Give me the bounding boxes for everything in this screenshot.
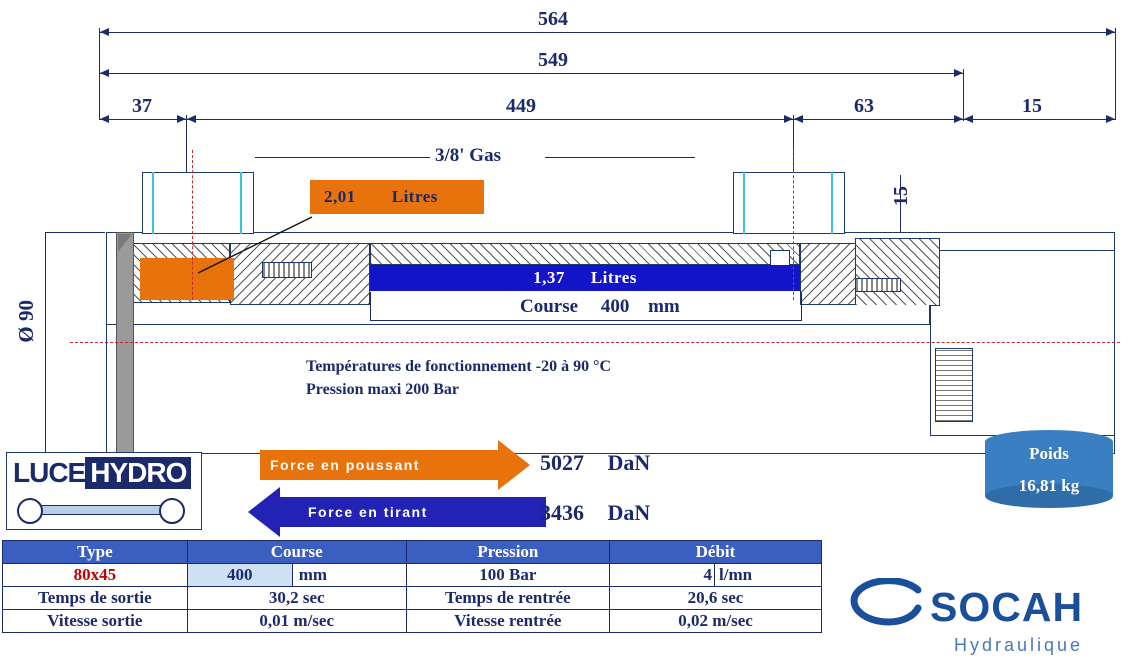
port-right-inner-a xyxy=(743,172,745,234)
cell-course-value: 400 xyxy=(187,564,292,587)
dim-arrow-564-right xyxy=(1106,28,1115,36)
luce-cylinder-eye-right xyxy=(159,498,185,524)
socah-logo xyxy=(848,578,1083,656)
centerline-port-right xyxy=(793,150,794,300)
dim-label-63: 63 xyxy=(848,95,880,118)
cell-temps-rentree-label: Temps de rentrée xyxy=(406,587,609,610)
socah-subtitle: Hydraulique xyxy=(954,635,1084,655)
socah-swoosh-icon xyxy=(848,578,924,635)
centerline-port-left xyxy=(192,150,193,300)
luce-text: LUCE xyxy=(13,457,86,488)
table-row xyxy=(3,610,822,633)
port-right-inner-b xyxy=(831,172,833,234)
gas-thread-leader-left xyxy=(255,157,430,158)
table-row xyxy=(3,587,822,610)
dim-arrow-63-r xyxy=(954,115,963,123)
cell-temps-sortie-label: Temps de sortie xyxy=(3,587,188,610)
seal-detail-2 xyxy=(855,278,901,292)
dim-tick-549-right xyxy=(963,69,964,121)
volume-pull-value: 1,37 xyxy=(533,268,565,287)
dim-label-15-right: 15 xyxy=(1016,95,1048,118)
cell-type-value: 80x45 xyxy=(3,564,188,587)
course-callout xyxy=(520,296,680,318)
dim-arrow-449-r xyxy=(784,115,793,123)
dim-ext-diameter-top xyxy=(45,232,105,233)
dim-label-diameter: Ø 90 xyxy=(14,300,38,343)
luce-hydro-wordmark xyxy=(7,453,201,493)
port-left-inner-a xyxy=(152,172,154,234)
dim-arrow-37-r xyxy=(177,115,186,123)
dim-arrow-449-l xyxy=(187,115,196,123)
force-push-arrowhead xyxy=(498,440,530,490)
cell-vitesse-sortie-label: Vitesse sortie xyxy=(3,610,188,633)
spec-table xyxy=(2,540,822,633)
volume-push-box xyxy=(310,180,484,214)
luce-hydro-logo xyxy=(6,452,202,530)
header-debit: Débit xyxy=(610,541,822,564)
cylinder-tube-wall-top xyxy=(370,243,800,265)
weight-title: Poids xyxy=(1029,444,1069,463)
volume-push-leader xyxy=(196,215,314,275)
force-pull-value-number: 3436 xyxy=(540,500,584,525)
dim-arrow-15-r xyxy=(1106,115,1115,123)
cell-debit-unit: l/mn xyxy=(715,564,822,587)
course-callout-unit: mm xyxy=(648,296,680,317)
weight-value: 16,81 kg xyxy=(1018,476,1080,495)
dim-label-549: 549 xyxy=(530,49,576,72)
dim-line-564 xyxy=(99,32,1116,33)
cell-vitesse-rentree-label: Vitesse rentrée xyxy=(406,610,609,633)
dim-tick-564-right xyxy=(1115,28,1116,120)
dim-label-37: 37 xyxy=(128,95,156,118)
luce-cylinder-bar xyxy=(41,505,163,515)
gas-thread-leader-right xyxy=(545,157,695,158)
cell-vitesse-rentree-value: 0,02 m/sec xyxy=(610,610,822,633)
cell-vitesse-sortie-value: 0,01 m/sec xyxy=(187,610,406,633)
course-callout-value: 400 xyxy=(600,296,630,317)
volume-push-unit: Litres xyxy=(391,187,438,206)
header-type: Type xyxy=(3,541,188,564)
force-pull-value xyxy=(540,500,650,526)
luce-cylinder-icon xyxy=(7,493,201,525)
volume-push-value: 2,01 xyxy=(324,187,356,206)
hydro-text: HYDRO xyxy=(85,457,191,489)
rod-endcap xyxy=(116,232,134,456)
temperature-note: Températures de fonctionnement -20 à 90 °C xyxy=(306,358,612,375)
force-push-value-number: 5027 xyxy=(540,450,584,475)
force-push-arrow xyxy=(260,450,508,480)
gas-thread-label: 3/8' Gas xyxy=(435,145,501,166)
dim-arrow-63-l xyxy=(794,115,803,123)
dim-line-diameter xyxy=(45,232,46,454)
force-pull-label: Force en tirant xyxy=(308,504,428,520)
force-push-label: Force en poussant xyxy=(270,457,420,473)
dim-arrow-15-l xyxy=(964,115,973,123)
force-pull-arrow xyxy=(280,497,546,527)
dim-arrow-37-l xyxy=(100,115,109,123)
cylinder-rear-block xyxy=(855,238,940,306)
cell-temps-rentree-value: 20,6 sec xyxy=(610,587,822,610)
force-push-value-unit: DaN xyxy=(607,450,651,475)
table-row-header xyxy=(3,541,822,564)
luce-cylinder-eye-left xyxy=(17,498,43,524)
dim-label-449: 449 xyxy=(500,95,542,118)
dim-label-portheight: 15 xyxy=(890,186,912,206)
pressure-note: Pression maxi 200 Bar xyxy=(306,381,460,398)
force-pull-arrowhead xyxy=(248,487,280,537)
course-callout-label: Course xyxy=(520,296,579,317)
dim-arrow-564-left xyxy=(100,28,109,36)
port-right xyxy=(733,172,845,234)
header-course: Course xyxy=(187,541,406,564)
centerline-horizontal xyxy=(70,342,1120,343)
rod-chamfer xyxy=(118,234,132,252)
chamber-pull-fill xyxy=(370,265,800,291)
cell-pression-value: 100 Bar xyxy=(406,564,609,587)
dim-arrow-549-right xyxy=(954,69,963,77)
dim-line-549 xyxy=(99,73,964,74)
rod-thread-knurl xyxy=(935,348,973,422)
force-push-value xyxy=(540,450,650,476)
force-pull-value-unit: DaN xyxy=(607,500,651,525)
dim-label-564: 564 xyxy=(530,8,576,31)
socah-name: SOCAH xyxy=(930,583,1084,630)
cell-debit-value: 4 xyxy=(610,564,715,587)
volume-pull-unit: Litres xyxy=(590,268,637,287)
cell-temps-sortie-value: 30,2 sec xyxy=(187,587,406,610)
cell-course-unit: mm xyxy=(292,564,406,587)
header-pression: Pression xyxy=(406,541,609,564)
weight-badge xyxy=(985,430,1113,508)
dim-arrow-549-left xyxy=(100,69,109,77)
table-row xyxy=(3,564,822,587)
